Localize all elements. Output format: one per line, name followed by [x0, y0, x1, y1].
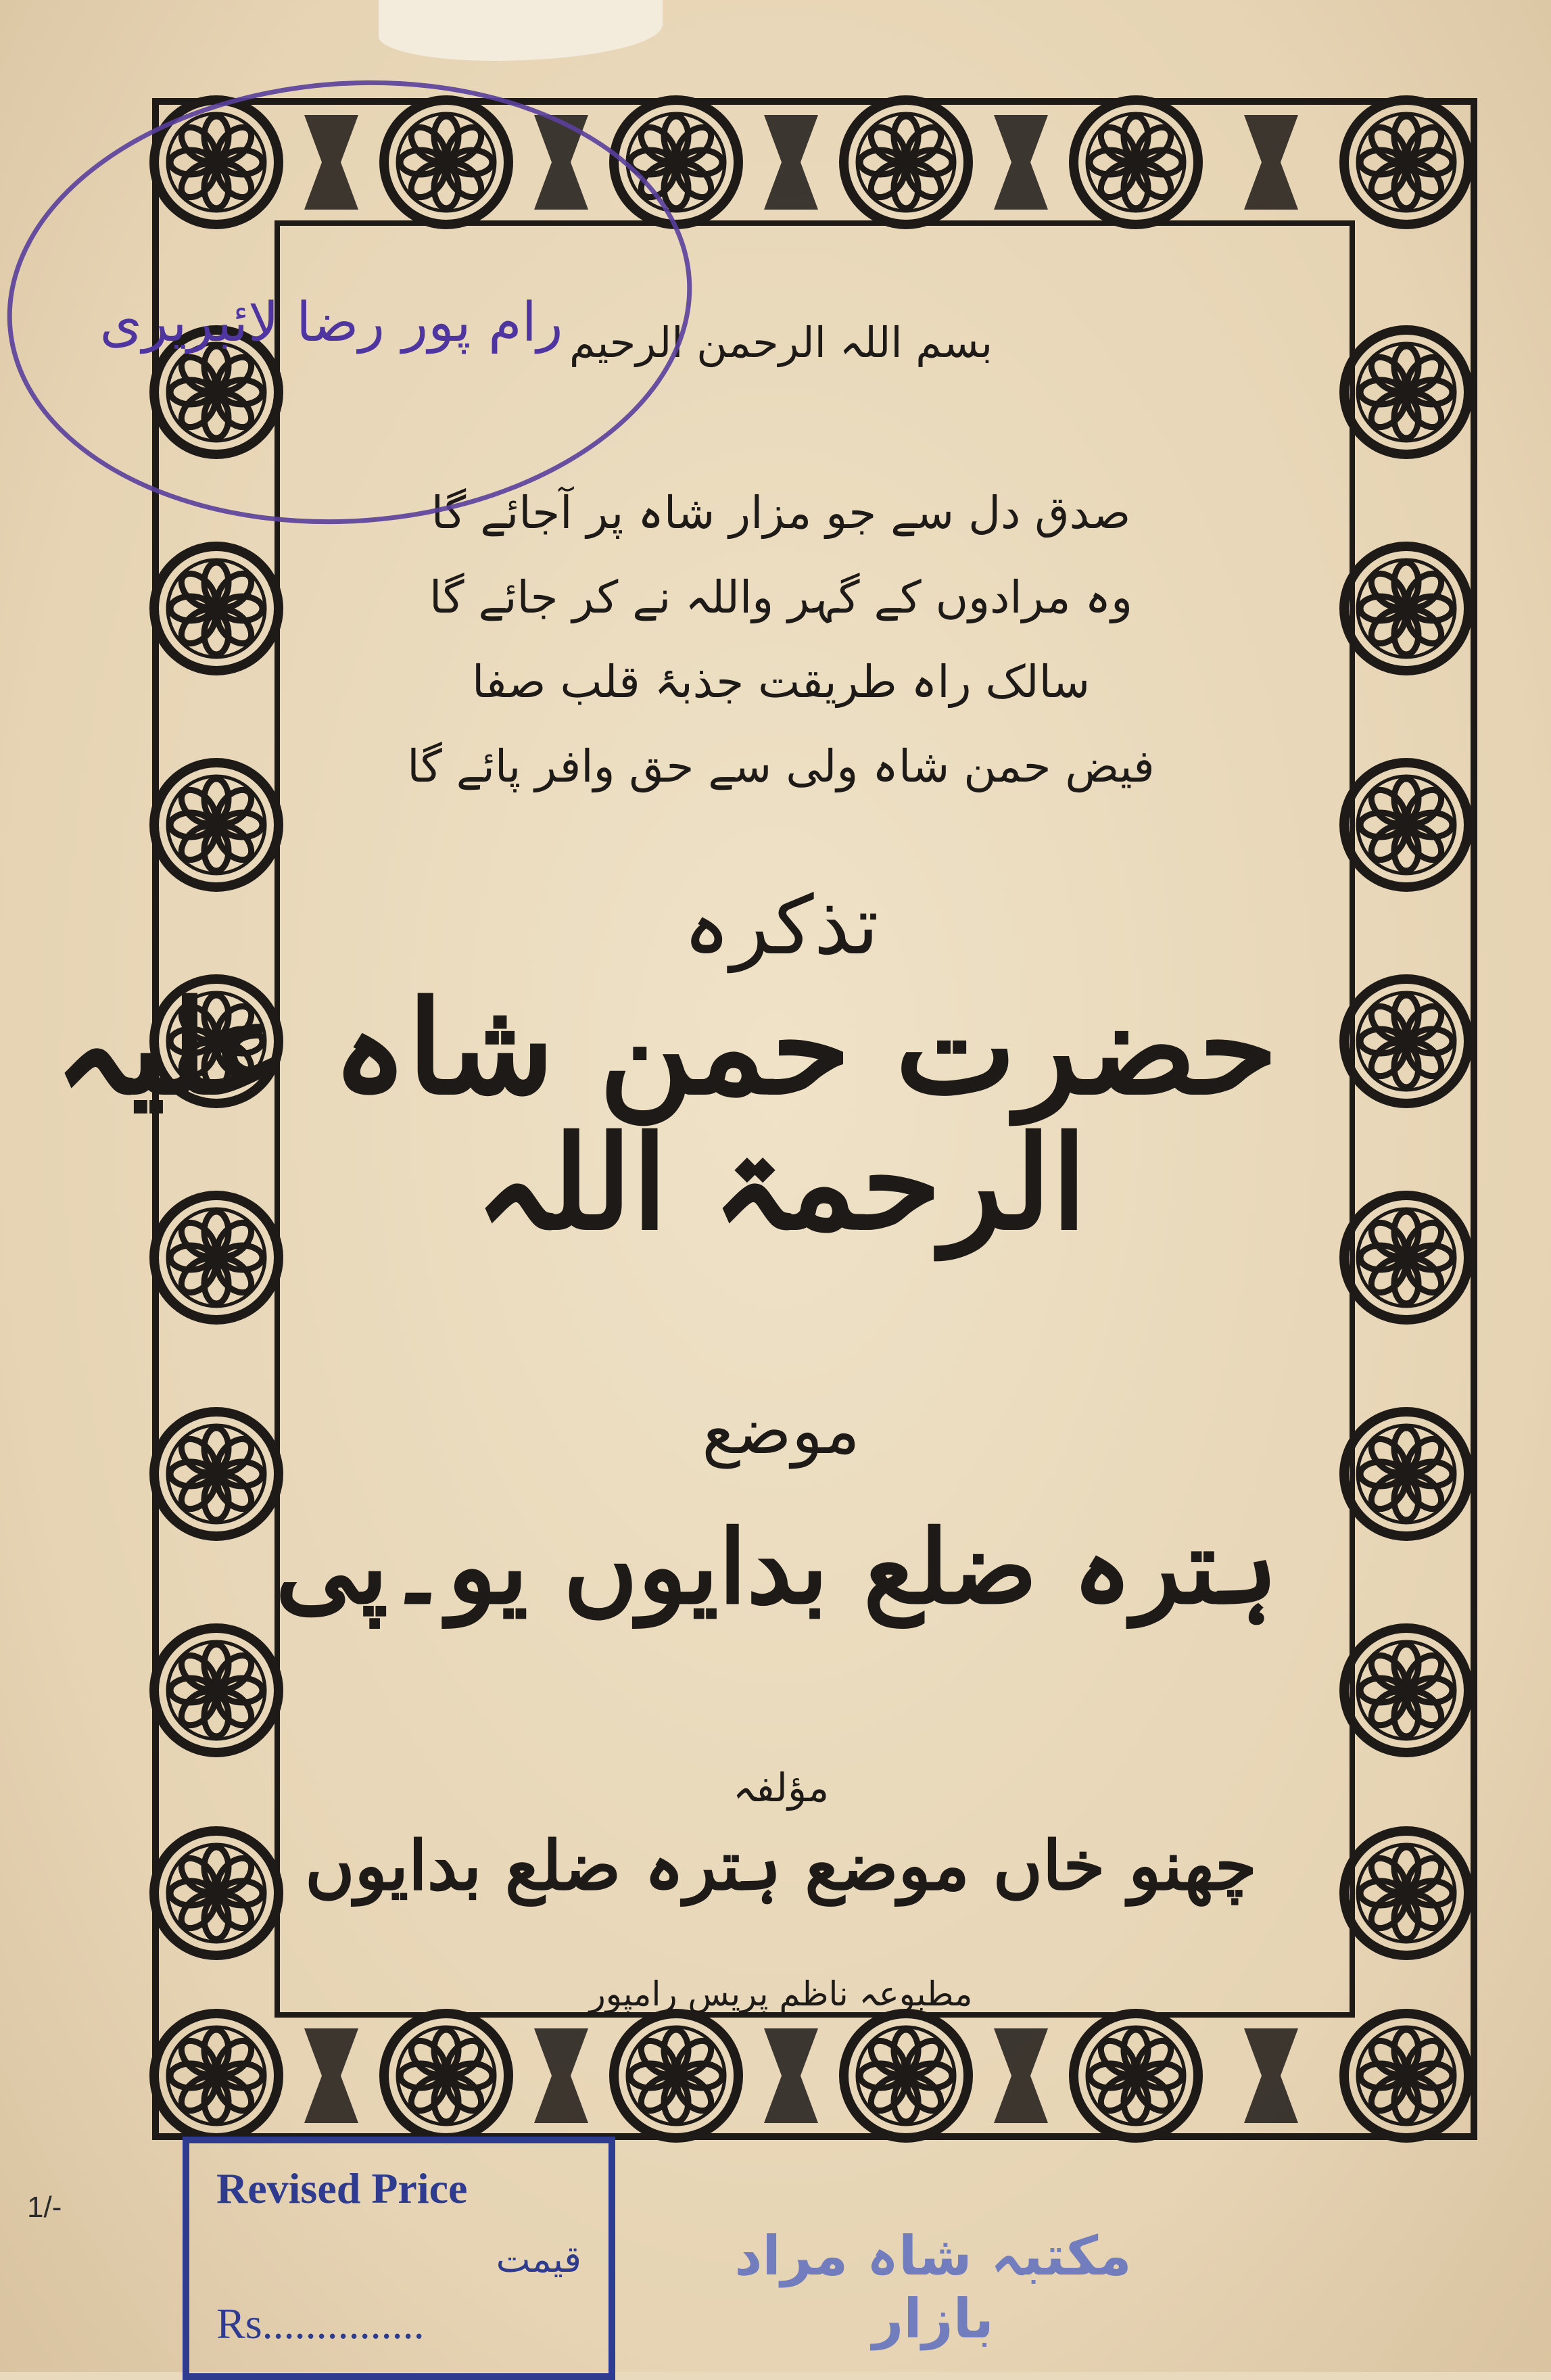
- book-title: [54, 972, 1278, 1258]
- book-title-line-2: الرحمۃ اللہ: [475, 1107, 1087, 1258]
- author-name: چھنو خاں موضع ہترہ ضلع بدایوں: [305, 1826, 1257, 1905]
- book-title-line-1: حضرت حمن شاہ علیہ: [54, 972, 1278, 1123]
- place-name: ہترہ ضلع بدایوں یو۔پی: [275, 1508, 1278, 1627]
- author-label: مؤلفہ: [732, 1765, 830, 1811]
- handwritten-price: 1/-: [27, 2191, 62, 2224]
- price-stamp: [183, 2137, 615, 2380]
- subtitle: تذکرہ: [682, 879, 880, 973]
- bookshop-stamp: مکتبہ شاہ مراد بازار: [734, 2224, 1132, 2350]
- price-stamp-line-2: قیمت: [496, 2238, 581, 2281]
- couplet-line-2: وہ مرادوں کے گہر واللہ نے کر جائے گا: [429, 571, 1132, 623]
- library-stamp-text: رام پور رضا لائبریری: [99, 291, 563, 354]
- couplet-line-1: صدق دل سے جو مزار شاہ پر آجائے گا: [431, 487, 1131, 539]
- couplet-line-4: فیض حمن شاہ ولی سے حق وافر پائے گا: [407, 740, 1155, 792]
- price-stamp-line-1: Revised Price: [216, 2164, 468, 2212]
- couplet-line-3: سالک راہ طریقت جذبۂ قلب صفا: [471, 656, 1091, 708]
- place-label: موضع: [702, 1393, 860, 1469]
- bismillah: بسم اللہ الرحمن الرحیم: [569, 318, 993, 367]
- price-stamp-line-3: Rs...............: [216, 2300, 425, 2348]
- printer-line: مطبوعہ ناظم پریس رامپور: [589, 1974, 973, 2014]
